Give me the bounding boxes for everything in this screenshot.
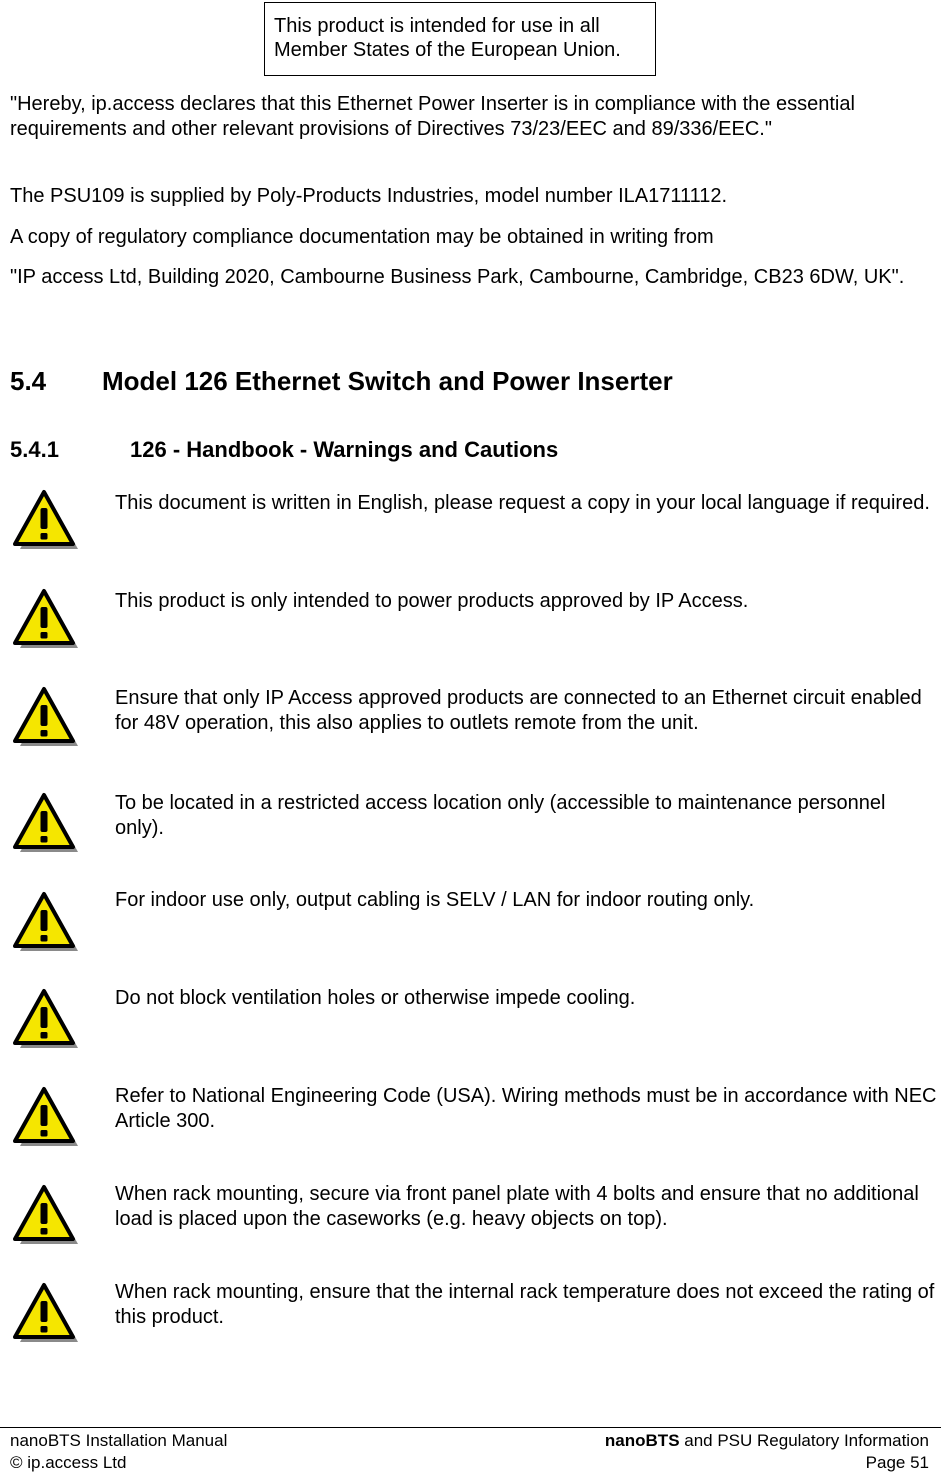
footer-copyright: © ip.access Ltd [10, 1453, 127, 1472]
section-number: 5.4 [10, 366, 47, 396]
footer-chapter-bold: nanoBTS [604, 1431, 680, 1450]
section-heading [10, 363, 673, 399]
eu-notice-line1: This product is intended for use in all [274, 15, 600, 37]
warning-triangle-icon [12, 988, 80, 1050]
warning-text: This product is only intended to power products approved by IP Access. [115, 590, 749, 612]
warning-triangle-icon [12, 588, 80, 650]
warning-triangle-icon [12, 1086, 80, 1148]
section-title: Model 126 Ethernet Switch and Power Inserter [102, 366, 673, 396]
warning-triangle-icon [12, 891, 80, 953]
warning-triangle-icon [12, 489, 80, 551]
footer-manual-title: nanoBTS Installation Manual [10, 1431, 228, 1450]
warning-triangle-icon [12, 792, 80, 854]
warning-triangle-icon [12, 686, 80, 748]
warning-text: When rack mounting, secure via front panel plate with 4 bolts and ensure that no additional load is placed upon the caseworks (e.g. heavy objects on top). [115, 1183, 919, 1230]
footer-chapter-rest: and PSU Regulatory Information [679, 1431, 929, 1450]
address-paragraph: "IP access Ltd, Building 2020, Cambourne Business Park, Cambourne, Cambridge, CB23 6DW, UK". [10, 266, 905, 288]
warning-text: This document is written in English, please request a copy in your local language if required. [115, 492, 930, 514]
footer-left [10, 1430, 227, 1474]
footer-page-number: Page 51 [865, 1453, 929, 1472]
eu-notice-line2: Member States of the European Union. [274, 39, 621, 61]
subsection-number: 5.4.1 [10, 437, 59, 462]
psu-supplier-paragraph: The PSU109 is supplied by Poly-Products Industries, model number ILA1711112. [10, 185, 728, 207]
documentation-paragraph: A copy of regulatory compliance documentation may be obtained in writing from [10, 226, 714, 248]
declaration-paragraph: "Hereby, ip.access declares that this Ethernet Power Inserter is in compliance with the essential requirements and other relevant provisions of Directives 73/23/EEC and 89/336/EEC." [10, 93, 855, 140]
warning-text: When rack mounting, ensure that the internal rack temperature does not exceed the rating of this product. [115, 1281, 935, 1328]
footer-chapter [605, 1430, 929, 1452]
warning-text: To be located in a restricted access location only (accessible to maintenance personnel only). [115, 792, 886, 839]
warning-text: Ensure that only IP Access approved products are connected to an Ethernet circuit enabled for 48V operation, this also applies to outlets remote from the unit. [115, 687, 922, 734]
warning-text: For indoor use only, output cabling is SELV / LAN for indoor routing only. [115, 889, 755, 911]
warning-triangle-icon [12, 1282, 80, 1344]
footer-rule [0, 1427, 941, 1428]
subsection-title: 126 - Handbook - Warnings and Cautions [130, 437, 559, 462]
warning-text: Refer to National Engineering Code (USA). Wiring methods must be in accordance with NEC Article 300. [115, 1085, 937, 1132]
eu-notice-box [264, 2, 656, 76]
warning-text: Do not block ventilation holes or otherwise impede cooling. [115, 987, 636, 1009]
warning-triangle-icon [12, 1184, 80, 1246]
subsection-heading [10, 435, 558, 465]
footer-right [605, 1430, 929, 1474]
